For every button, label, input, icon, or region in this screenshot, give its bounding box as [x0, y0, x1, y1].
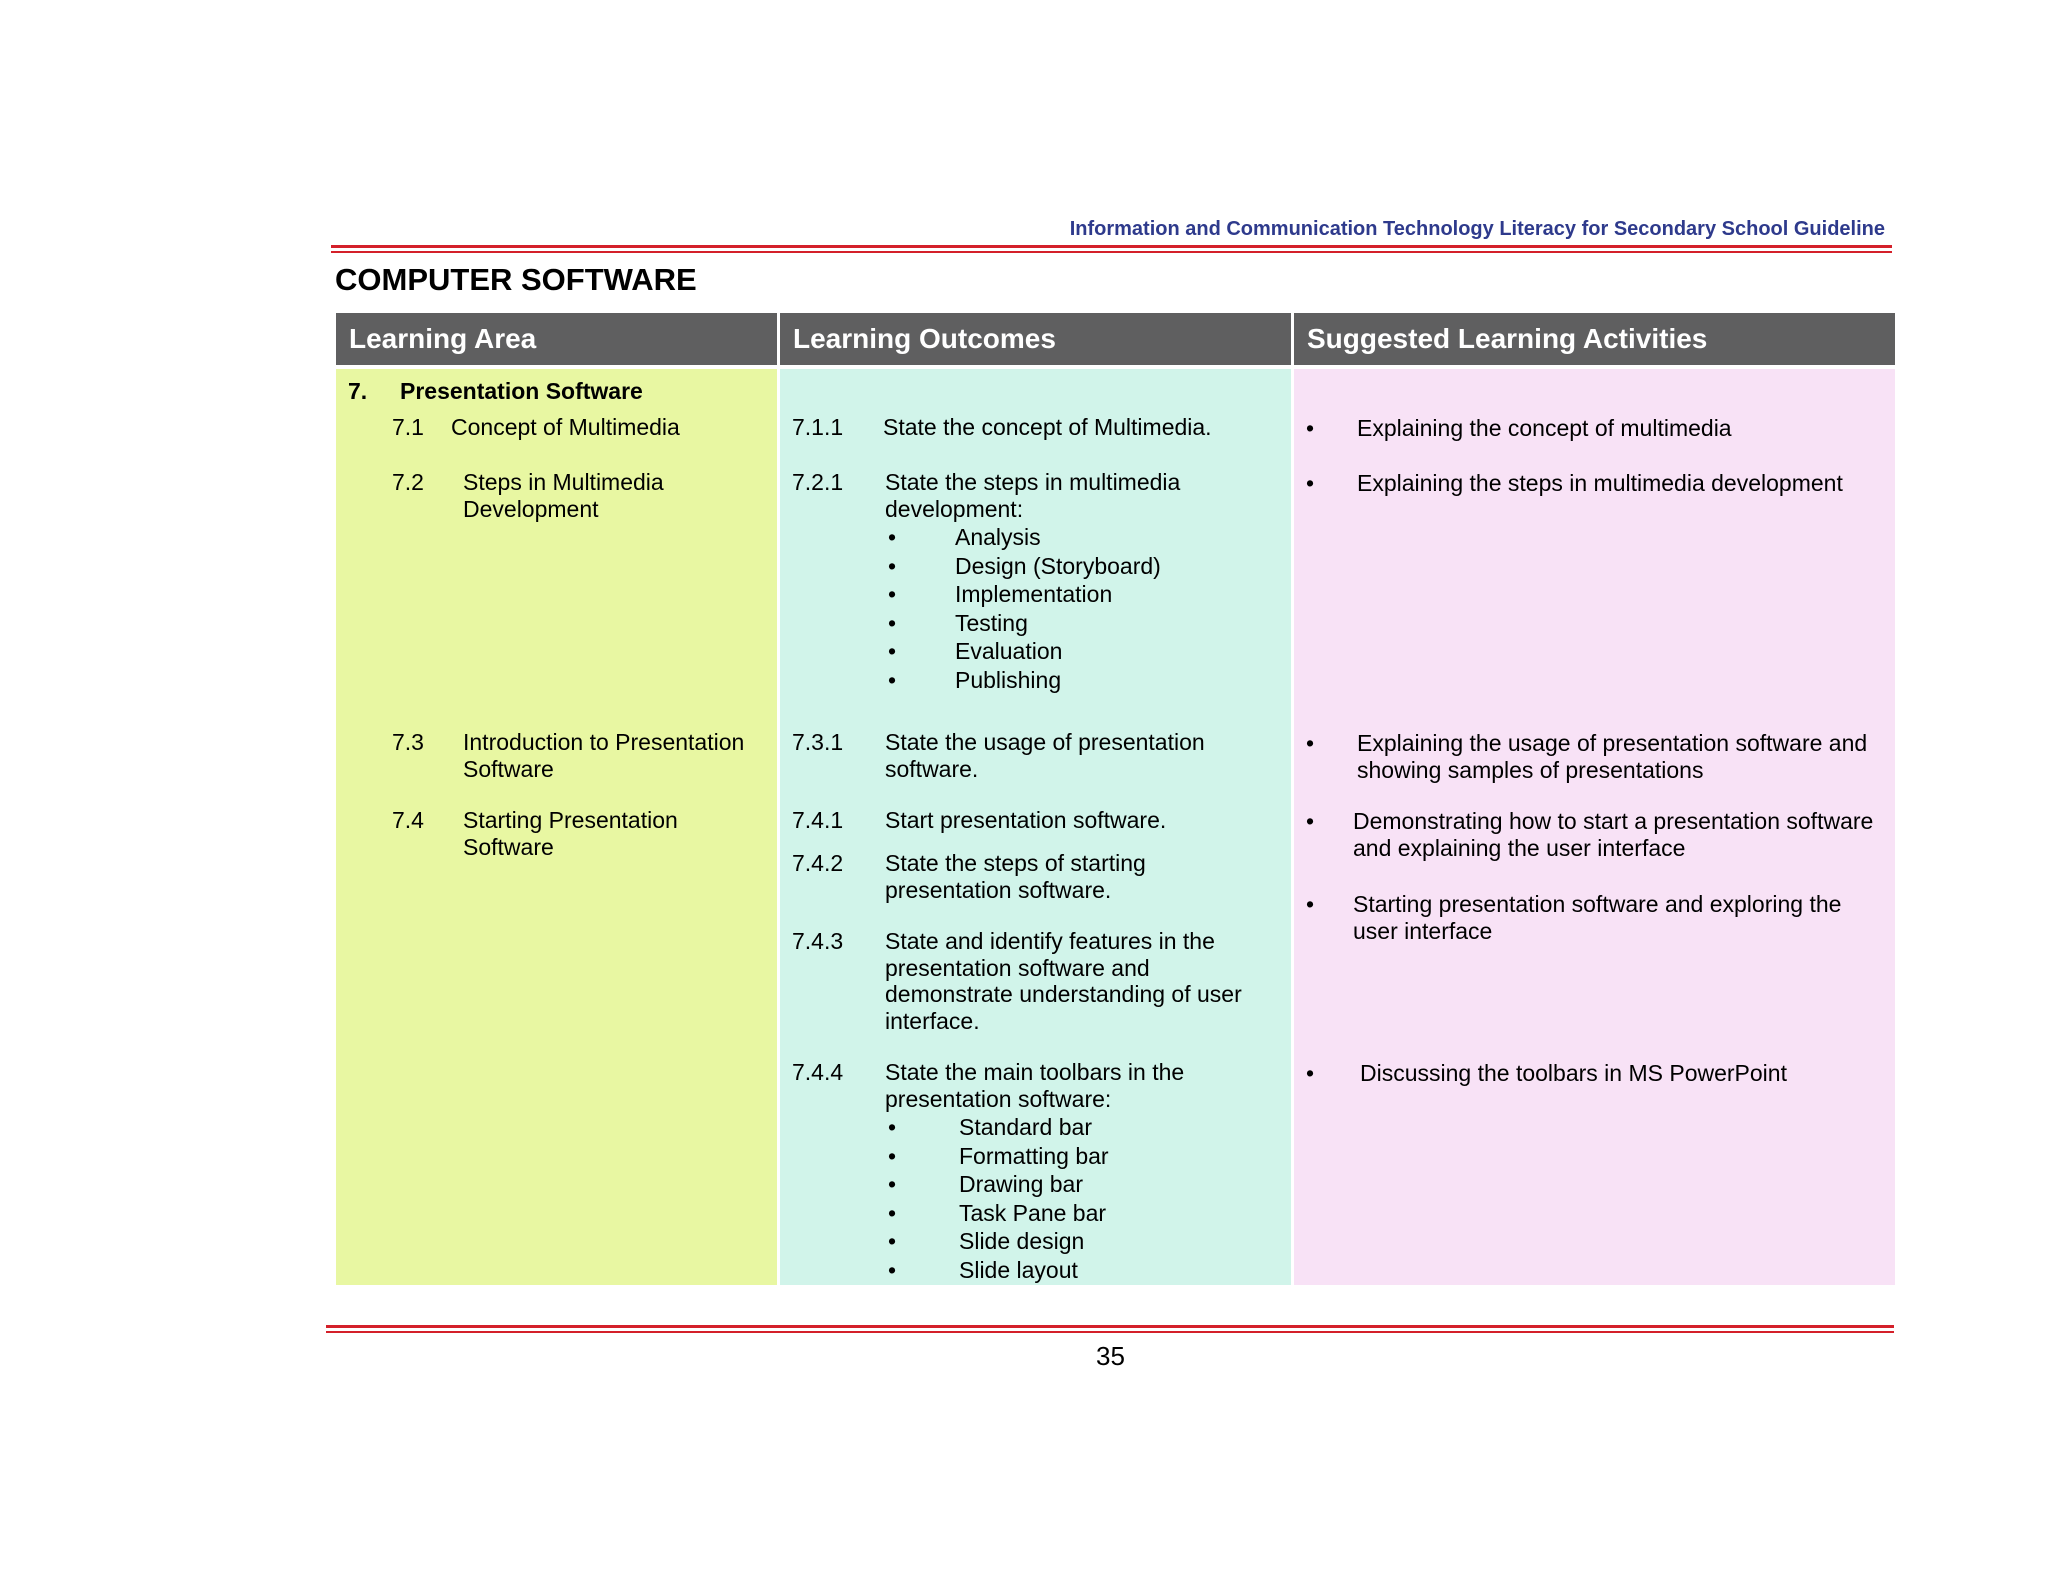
outcome-text: presentation software. — [885, 876, 1112, 903]
outcome-number: 7.4.4 — [792, 1059, 844, 1085]
bullet-icon: • — [888, 524, 897, 550]
outcome-text: interface. — [885, 1007, 980, 1034]
bullet-icon: • — [888, 1114, 897, 1140]
topic-number: 7. — [348, 378, 368, 404]
activity-text: Demonstrating how to start a presentation software — [1353, 808, 1874, 834]
outcome-text: Start presentation software. — [885, 807, 1167, 833]
activity-text: Explaining the usage of presentation software and — [1357, 730, 1868, 756]
suggested-activities-column — [1294, 369, 1895, 1285]
bullet-icon: • — [888, 1171, 897, 1197]
outcome-text: State the usage of presentation — [885, 729, 1205, 755]
outcome-text: demonstrate understanding of user — [885, 981, 1242, 1007]
outcome-text: software. — [885, 755, 979, 782]
learning-area-column — [336, 369, 777, 1285]
outcome-bullet: Drawing bar — [959, 1171, 1083, 1197]
activity-text: user interface — [1353, 917, 1493, 944]
learning-area-item: Development — [463, 495, 599, 522]
activity-text: Explaining the steps in multimedia development — [1357, 470, 1843, 496]
outcome-text: State the steps in multimedia — [885, 469, 1181, 495]
running-header: Information and Communication Technology Literacy for Secondary School Guideline — [1069, 218, 1885, 240]
outcome-number: 7.2.1 — [792, 469, 844, 495]
outcome-number: 7.3.1 — [792, 729, 844, 755]
outcome-text: State the main toolbars in the — [885, 1059, 1185, 1085]
learning-area-item: Steps in Multimedia — [463, 469, 664, 495]
section-title: COMPUTER SOFTWARE — [335, 262, 697, 297]
outcome-bullet: Task Pane bar — [959, 1199, 1107, 1226]
outcome-text: presentation software: — [885, 1085, 1112, 1112]
bullet-icon: • — [888, 1142, 897, 1169]
bullet-icon: • — [888, 638, 897, 664]
outcome-text: State and identify features in the — [885, 928, 1215, 954]
activity-text: Discussing the toolbars in MS PowerPoint — [1360, 1060, 1787, 1086]
learning-area-number: 7.1 — [392, 414, 424, 440]
bullet-icon: • — [888, 581, 897, 607]
bullet-icon: • — [1306, 730, 1315, 756]
learning-area-item: Software — [463, 755, 554, 782]
outcome-number: 7.4.2 — [792, 850, 844, 876]
header-rule — [331, 245, 1892, 248]
column-header-learning-area: Learning Area — [336, 313, 777, 365]
bullet-icon: • — [888, 1256, 897, 1283]
outcome-bullet: Slide design — [959, 1228, 1085, 1254]
outcome-bullet: Testing — [955, 609, 1028, 636]
outcome-text: development: — [885, 495, 1024, 522]
page-number: 35 — [1096, 1341, 1125, 1371]
bullet-icon: • — [888, 552, 897, 579]
header-rule-thin — [331, 251, 1892, 253]
bullet-icon: • — [888, 1228, 897, 1254]
bullet-icon: • — [1306, 415, 1315, 441]
outcome-bullet: Design (Storyboard) — [955, 552, 1161, 579]
activity-text: and explaining the user interface — [1353, 834, 1686, 861]
bullet-icon: • — [1306, 1060, 1315, 1086]
learning-outcomes-column — [780, 369, 1291, 1285]
learning-area-number: 7.3 — [392, 729, 424, 755]
outcome-number: 7.4.1 — [792, 807, 844, 833]
outcome-bullet: Slide layout — [959, 1256, 1078, 1283]
learning-area-item: Software — [463, 833, 554, 860]
outcome-text: State the concept of Multimedia. — [883, 414, 1212, 440]
learning-area-number: 7.4 — [392, 807, 424, 833]
activity-text: Starting presentation software and exploring the — [1353, 891, 1842, 917]
outcome-bullet: Formatting bar — [959, 1142, 1109, 1169]
bullet-icon: • — [888, 1199, 897, 1226]
column-header-learning-outcomes: Learning Outcomes — [780, 313, 1291, 365]
learning-area-item: Introduction to Presentation — [463, 729, 745, 755]
bullet-icon: • — [888, 666, 897, 693]
bullet-icon: • — [1306, 470, 1315, 496]
bullet-icon: • — [888, 609, 897, 636]
footer-rule-thin — [326, 1331, 1894, 1333]
learning-area-number: 7.2 — [392, 469, 424, 495]
footer-rule — [326, 1325, 1894, 1328]
learning-area-item: Concept of Multimedia — [451, 414, 680, 440]
outcome-bullet: Analysis — [955, 524, 1041, 550]
outcome-text: presentation software and — [885, 954, 1150, 981]
activity-text: showing samples of presentations — [1357, 756, 1704, 783]
bullet-icon: • — [1306, 891, 1315, 917]
outcome-text: State the steps of starting — [885, 850, 1146, 876]
bullet-icon: • — [1306, 808, 1315, 834]
topic-title: Presentation Software — [400, 378, 643, 404]
column-header-suggested-activities: Suggested Learning Activities — [1294, 313, 1895, 365]
outcome-number: 7.1.1 — [792, 414, 844, 440]
outcome-bullet: Implementation — [955, 581, 1113, 607]
activity-text: Explaining the concept of multimedia — [1357, 415, 1732, 441]
outcome-bullet: Evaluation — [955, 638, 1063, 664]
outcome-bullet: Standard bar — [959, 1114, 1092, 1140]
outcome-number: 7.4.3 — [792, 928, 844, 954]
learning-area-item: Starting Presentation — [463, 807, 678, 833]
outcome-bullet: Publishing — [955, 666, 1062, 693]
